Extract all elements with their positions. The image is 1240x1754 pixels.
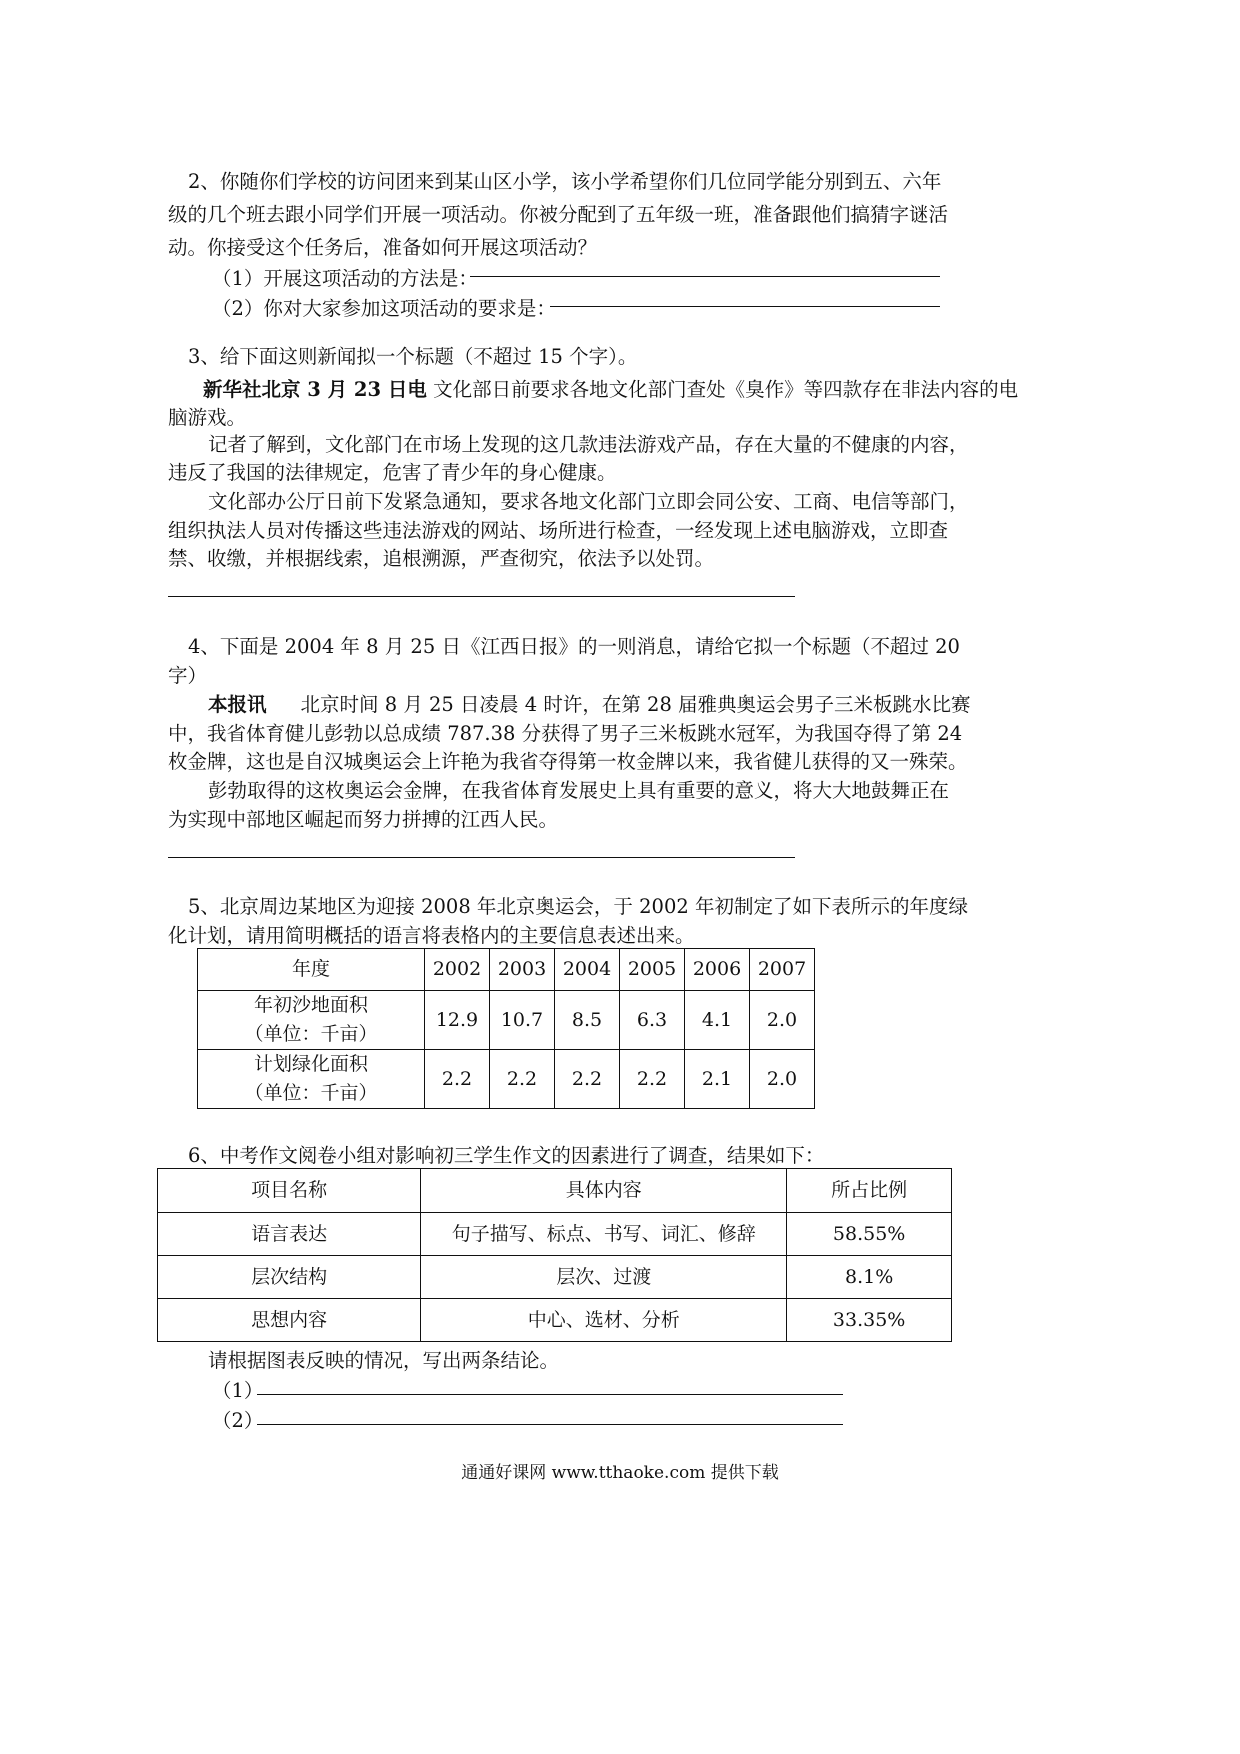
table-row bbox=[158, 1299, 952, 1342]
q3-para3-line-2: 组织执法人员对传播这些违法游戏的网站、场所进行检查，一经发现上述电脑游戏，立即查 bbox=[168, 519, 949, 542]
q4-para1-line-2: 枚金牌，这也是自汉城奥运会上许艳为我省夺得第一枚金牌以来，我省健儿获得的又一殊荣。 bbox=[168, 750, 968, 773]
table-cell: 33.35% bbox=[787, 1299, 952, 1342]
table-cell: 2.2 bbox=[555, 1050, 620, 1109]
q3-prompt: 3、给下面这则新闻拟一个标题（不超过 15 个字）。 bbox=[188, 345, 638, 368]
table-header-cell: 所占比例 bbox=[787, 1169, 952, 1213]
table-row bbox=[198, 991, 815, 1050]
table-cell: 4.1 bbox=[685, 991, 750, 1050]
q5-line-2: 化计划，请用简明概括的语言将表格内的主要信息表述出来。 bbox=[168, 924, 695, 947]
q4-prompt-line-1: 4、下面是 2004 年 8 月 25 日《江西日报》的一则消息，请给它拟一个标题（不超过 20 bbox=[188, 635, 960, 658]
table-row bbox=[158, 1256, 952, 1299]
table-row bbox=[158, 1213, 952, 1256]
q4-para2-line-1: 彭勃取得的这枚奥运会金牌，在我省体育发展史上具有重要的意义，将大大地鼓舞正在 bbox=[208, 779, 950, 802]
q3-line-2: 脑游戏。 bbox=[168, 406, 247, 429]
q2-sub-2-answer-line[interactable] bbox=[550, 306, 940, 307]
table-header-year: 2006 bbox=[685, 949, 750, 991]
row-unit: （单位：千亩） bbox=[244, 1082, 378, 1104]
table-header-year: 2003 bbox=[490, 949, 555, 991]
q4-para1-line-1: 中，我省体育健儿彭勃以总成绩 787.38 分获得了男子三米板跳水冠军，为我国夺得了第 24 bbox=[168, 722, 963, 745]
table-cell: 中心、选材、分析 bbox=[421, 1299, 787, 1342]
table-cell: 2.0 bbox=[750, 1050, 815, 1109]
q4-dateline: 本报讯 bbox=[208, 693, 267, 716]
table-cell: 10.7 bbox=[490, 991, 555, 1050]
table-header-cell: 项目名称 bbox=[158, 1169, 421, 1213]
table-cell: 58.55% bbox=[787, 1213, 952, 1256]
q2-line-3: 动。你接受这个任务后，准备如何开展这项活动？ bbox=[168, 236, 598, 259]
table-cell: 语言表达 bbox=[158, 1213, 421, 1256]
q4-prompt-line-2: 字） bbox=[168, 664, 208, 687]
q2-sub-1-answer-line[interactable] bbox=[470, 276, 940, 277]
table-cell: 2.2 bbox=[620, 1050, 685, 1109]
table-cell: 8.1% bbox=[787, 1256, 952, 1299]
table-cell: 12.9 bbox=[425, 991, 490, 1050]
q6-answer-2-line[interactable] bbox=[257, 1424, 843, 1425]
table-header-year: 2007 bbox=[750, 949, 815, 991]
table-header-year: 2002 bbox=[425, 949, 490, 991]
table-cell: 层次、过渡 bbox=[421, 1256, 787, 1299]
q3-para3-line-1: 文化部办公厅日前下发紧急通知，要求各地文化部门立即会同公安、工商、电信等部门， bbox=[208, 490, 969, 513]
table-cell: 6.3 bbox=[620, 991, 685, 1050]
greening-plan-table bbox=[197, 948, 815, 1109]
table-cell: 8.5 bbox=[555, 991, 620, 1050]
table-cell: 2.0 bbox=[750, 991, 815, 1050]
table-cell: 句子描写、标点、书写、词汇、修辞 bbox=[421, 1213, 787, 1256]
table-header-cell: 具体内容 bbox=[421, 1169, 787, 1213]
q6-instruction: 请根据图表反映的情况，写出两条结论。 bbox=[208, 1349, 560, 1372]
q2-line-1: 2、你随你们学校的访问团来到某山区小学，该小学希望你们几位同学能分别到五、六年 bbox=[188, 170, 942, 193]
q6-answer-1-line[interactable] bbox=[257, 1394, 843, 1395]
q2-sub-2-label: （2）你对大家参加这项活动的要求是： bbox=[212, 297, 556, 320]
q5-line-1: 5、北京周边某地区为迎接 2008 年北京奥运会，于 2002 年初制定了如下表所示的年度绿 bbox=[188, 895, 968, 918]
q6-answer-2-label: （2） bbox=[212, 1409, 264, 1432]
q3-answer-line[interactable] bbox=[168, 596, 795, 597]
q3-line-1-text: 文化部日前要求各地文化部门查处《臭作》等四款存在非法内容的电 bbox=[433, 378, 1019, 401]
q2-sub-1-label: （1）开展这项活动的方法是： bbox=[212, 267, 478, 290]
table-row bbox=[198, 1050, 815, 1109]
row-label-cell bbox=[198, 991, 425, 1050]
q4-para2-line-2: 为实现中部地区崛起而努力拼搏的江西人民。 bbox=[168, 808, 559, 831]
q3-para2-line-1: 记者了解到，文化部门在市场上发现的这几款违法游戏产品，存在大量的不健康的内容， bbox=[208, 433, 969, 456]
row-label: 计划绿化面积 bbox=[253, 1053, 368, 1075]
q3-line-1 bbox=[203, 373, 1018, 406]
row-label: 年初沙地面积 bbox=[253, 994, 368, 1016]
q4-line-1-text: 北京时间 8 月 25 日凌晨 4 时许，在第 28 届雅典奥运会男子三米板跳水比赛 bbox=[300, 693, 971, 716]
q3-para2-line-2: 违反了我国的法律规定，危害了青少年的身心健康。 bbox=[168, 461, 617, 484]
table-header-year: 2005 bbox=[620, 949, 685, 991]
table-header-year: 2004 bbox=[555, 949, 620, 991]
row-unit: （单位：千亩） bbox=[244, 1023, 378, 1045]
q4-answer-line[interactable] bbox=[168, 857, 795, 858]
q6-answer-1-label: （1） bbox=[212, 1379, 264, 1402]
table-cell: 2.2 bbox=[425, 1050, 490, 1109]
page-footer: 通通好课网 www.tthaoke.com 提供下载 bbox=[461, 1463, 779, 1483]
table-cell: 层次结构 bbox=[158, 1256, 421, 1299]
q3-dateline: 新华社北京 3 月 23 日电 bbox=[203, 378, 427, 401]
table-cell: 2.1 bbox=[685, 1050, 750, 1109]
row-label-cell bbox=[198, 1050, 425, 1109]
q2-line-2: 级的几个班去跟小同学们开展一项活动。你被分配到了五年级一班，准备跟他们搞猜字谜活 bbox=[168, 203, 949, 226]
q6-prompt: 6、中考作文阅卷小组对影响初三学生作文的因素进行了调查，结果如下： bbox=[188, 1144, 825, 1167]
essay-factors-table bbox=[157, 1168, 952, 1342]
table-header-year-label: 年度 bbox=[198, 949, 425, 991]
table-cell: 思想内容 bbox=[158, 1299, 421, 1342]
q3-para3-line-3: 禁、收缴，并根据线索，追根溯源，严查彻究，依法予以处罚。 bbox=[168, 547, 715, 570]
table-cell: 2.2 bbox=[490, 1050, 555, 1109]
